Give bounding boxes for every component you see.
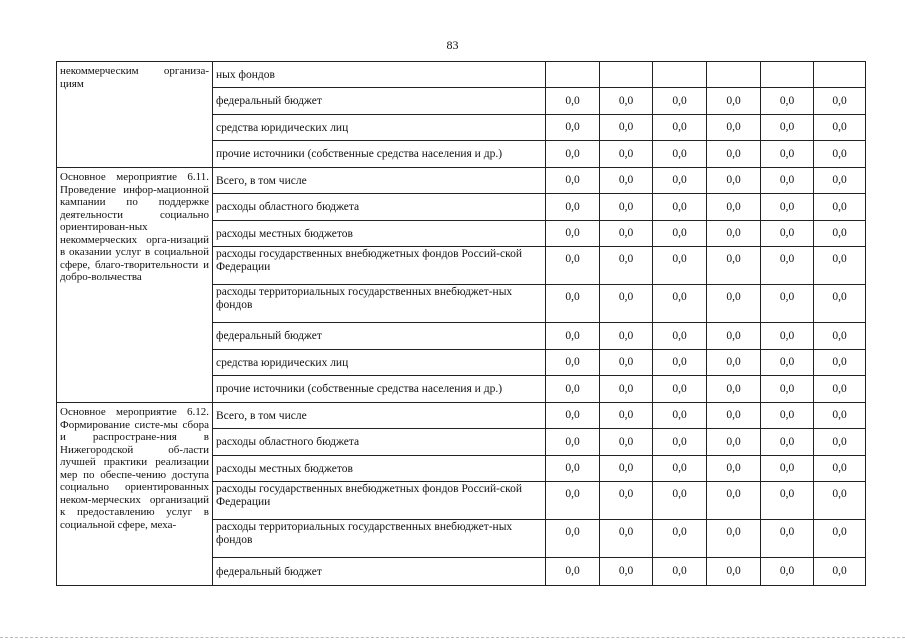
value-cell-5: 0,0 — [761, 194, 814, 221]
value-cell-4: 0,0 — [707, 456, 761, 482]
value-cell-6: 0,0 — [814, 456, 866, 482]
measure-continued-cell: некоммерческим организа-циям — [57, 62, 213, 168]
value-cell-4: 0,0 — [707, 285, 761, 323]
value-cell-4: 0,0 — [707, 88, 761, 115]
value-cell-5: 0,0 — [761, 456, 814, 482]
value-cell-2: 0,0 — [600, 350, 653, 376]
funding-source-cell: расходы территориальных государственных внебюджет-ных фондов — [213, 520, 546, 558]
value-cell-3: 0,0 — [653, 482, 707, 520]
value-cell-1: 0,0 — [546, 482, 600, 520]
value-cell-6: 0,0 — [814, 88, 866, 115]
value-cell-3: 0,0 — [653, 520, 707, 558]
value-cell-6: 0,0 — [814, 115, 866, 141]
table-row — [57, 168, 866, 194]
funding-source-cell: ных фондов — [213, 62, 546, 88]
value-cell-6: 0,0 — [814, 558, 866, 586]
value-cell-4: 0,0 — [707, 323, 761, 350]
value-cell-3: 0,0 — [653, 323, 707, 350]
value-cell-5: 0,0 — [761, 429, 814, 456]
value-cell-1: 0,0 — [546, 285, 600, 323]
value-cell-2: 0,0 — [600, 88, 653, 115]
value-cell-3: 0,0 — [653, 376, 707, 403]
measure-6-12-cell: Основное мероприятие 6.12. Формирование систе-мы сбора и распростране-ния в Нижегородской об-ласти лучшей практики реализации мер по обеспе-чению доступа социально ориентированных неком-мерческих организаций к предоставлению услуг в социальной сфере, меха- — [57, 403, 213, 586]
value-cell-3: 0,0 — [653, 168, 707, 194]
value-cell-3: 0,0 — [653, 558, 707, 586]
value-cell-1: 0,0 — [546, 141, 600, 168]
budget-table — [56, 61, 866, 586]
funding-source-cell: средства юридических лиц — [213, 350, 546, 376]
table-row — [57, 403, 866, 429]
value-cell-3: 0,0 — [653, 88, 707, 115]
value-cell-2: 0,0 — [600, 558, 653, 586]
value-cell-5: 0,0 — [761, 168, 814, 194]
value-cell-5: 0,0 — [761, 221, 814, 247]
value-cell-3: 0,0 — [653, 456, 707, 482]
value-cell-2: 0,0 — [600, 221, 653, 247]
value-cell-5: 0,0 — [761, 323, 814, 350]
value-cell-4: 0,0 — [707, 376, 761, 403]
value-cell-3: 0,0 — [653, 429, 707, 456]
value-cell-6: 0,0 — [814, 194, 866, 221]
funding-source-cell: расходы местных бюджетов — [213, 456, 546, 482]
value-cell-4: 0,0 — [707, 141, 761, 168]
funding-source-cell: Всего, в том числе — [213, 168, 546, 194]
funding-source-cell: расходы государственных внебюджетных фондов Россий-ской Федерации — [213, 482, 546, 520]
value-cell-4: 0,0 — [707, 403, 761, 429]
value-cell-4: 0,0 — [707, 115, 761, 141]
value-cell-5 — [761, 62, 814, 88]
funding-source-cell: средства юридических лиц — [213, 115, 546, 141]
value-cell-6 — [814, 62, 866, 88]
value-cell-1: 0,0 — [546, 247, 600, 285]
value-cell-2: 0,0 — [600, 403, 653, 429]
measure-6-11-cell: Основное мероприятие 6.11. Проведение инфор-мационной кампании по поддержке деятельности социально ориентирован-ных некоммерческих орга-низаций в оказании услуг в социальной сфере, благо-творительности и добро-вольчества — [57, 168, 213, 403]
value-cell-6: 0,0 — [814, 520, 866, 558]
value-cell-2: 0,0 — [600, 115, 653, 141]
value-cell-5: 0,0 — [761, 88, 814, 115]
value-cell-4: 0,0 — [707, 221, 761, 247]
funding-source-cell: федеральный бюджет — [213, 558, 546, 586]
value-cell-4: 0,0 — [707, 482, 761, 520]
value-cell-1: 0,0 — [546, 88, 600, 115]
value-cell-4: 0,0 — [707, 520, 761, 558]
value-cell-6: 0,0 — [814, 285, 866, 323]
value-cell-6: 0,0 — [814, 429, 866, 456]
value-cell-2: 0,0 — [600, 376, 653, 403]
value-cell-3: 0,0 — [653, 115, 707, 141]
value-cell-3: 0,0 — [653, 194, 707, 221]
value-cell-1: 0,0 — [546, 323, 600, 350]
value-cell-2: 0,0 — [600, 168, 653, 194]
value-cell-1 — [546, 62, 600, 88]
value-cell-5: 0,0 — [761, 558, 814, 586]
value-cell-1: 0,0 — [546, 456, 600, 482]
value-cell-1: 0,0 — [546, 115, 600, 141]
value-cell-4 — [707, 62, 761, 88]
value-cell-3: 0,0 — [653, 141, 707, 168]
value-cell-1: 0,0 — [546, 194, 600, 221]
value-cell-6: 0,0 — [814, 323, 866, 350]
value-cell-4: 0,0 — [707, 350, 761, 376]
value-cell-6: 0,0 — [814, 168, 866, 194]
value-cell-6: 0,0 — [814, 350, 866, 376]
funding-source-cell: прочие источники (собственные средства населения и др.) — [213, 141, 546, 168]
value-cell-3: 0,0 — [653, 403, 707, 429]
value-cell-4: 0,0 — [707, 247, 761, 285]
page-number: 83 — [446, 38, 459, 52]
value-cell-1: 0,0 — [546, 350, 600, 376]
funding-source-cell: расходы государственных внебюджетных фондов Россий-ской Федерации — [213, 247, 546, 285]
value-cell-2: 0,0 — [600, 323, 653, 350]
value-cell-1: 0,0 — [546, 221, 600, 247]
value-cell-1: 0,0 — [546, 376, 600, 403]
table-row — [57, 62, 866, 88]
value-cell-5: 0,0 — [761, 403, 814, 429]
value-cell-3: 0,0 — [653, 350, 707, 376]
value-cell-5: 0,0 — [761, 520, 814, 558]
value-cell-2: 0,0 — [600, 194, 653, 221]
value-cell-4: 0,0 — [707, 558, 761, 586]
value-cell-4: 0,0 — [707, 168, 761, 194]
value-cell-5: 0,0 — [761, 350, 814, 376]
funding-source-cell: прочие источники (собственные средства населения и др.) — [213, 376, 546, 403]
value-cell-1: 0,0 — [546, 168, 600, 194]
value-cell-6: 0,0 — [814, 482, 866, 520]
value-cell-2: 0,0 — [600, 247, 653, 285]
value-cell-1: 0,0 — [546, 403, 600, 429]
value-cell-6: 0,0 — [814, 141, 866, 168]
table-body — [57, 62, 866, 586]
value-cell-5: 0,0 — [761, 141, 814, 168]
value-cell-6: 0,0 — [814, 221, 866, 247]
funding-source-cell: Всего, в том числе — [213, 403, 546, 429]
value-cell-3: 0,0 — [653, 247, 707, 285]
funding-source-cell: расходы областного бюджета — [213, 429, 546, 456]
value-cell-6: 0,0 — [814, 376, 866, 403]
value-cell-6: 0,0 — [814, 247, 866, 285]
funding-source-cell: расходы территориальных государственных внебюджет-ных фондов — [213, 285, 546, 323]
value-cell-2 — [600, 62, 653, 88]
value-cell-3: 0,0 — [653, 221, 707, 247]
funding-source-cell: федеральный бюджет — [213, 88, 546, 115]
value-cell-5: 0,0 — [761, 482, 814, 520]
value-cell-3: 0,0 — [653, 285, 707, 323]
page-bottom-rule — [0, 637, 905, 638]
value-cell-2: 0,0 — [600, 285, 653, 323]
value-cell-2: 0,0 — [600, 456, 653, 482]
value-cell-2: 0,0 — [600, 520, 653, 558]
value-cell-2: 0,0 — [600, 429, 653, 456]
value-cell-1: 0,0 — [546, 558, 600, 586]
value-cell-5: 0,0 — [761, 115, 814, 141]
funding-source-cell: расходы областного бюджета — [213, 194, 546, 221]
funding-source-cell: федеральный бюджет — [213, 323, 546, 350]
value-cell-4: 0,0 — [707, 194, 761, 221]
value-cell-1: 0,0 — [546, 429, 600, 456]
value-cell-1: 0,0 — [546, 520, 600, 558]
value-cell-3 — [653, 62, 707, 88]
funding-source-cell: расходы местных бюджетов — [213, 221, 546, 247]
value-cell-4: 0,0 — [707, 429, 761, 456]
value-cell-5: 0,0 — [761, 376, 814, 403]
value-cell-6: 0,0 — [814, 403, 866, 429]
value-cell-5: 0,0 — [761, 247, 814, 285]
value-cell-2: 0,0 — [600, 482, 653, 520]
value-cell-2: 0,0 — [600, 141, 653, 168]
value-cell-5: 0,0 — [761, 285, 814, 323]
